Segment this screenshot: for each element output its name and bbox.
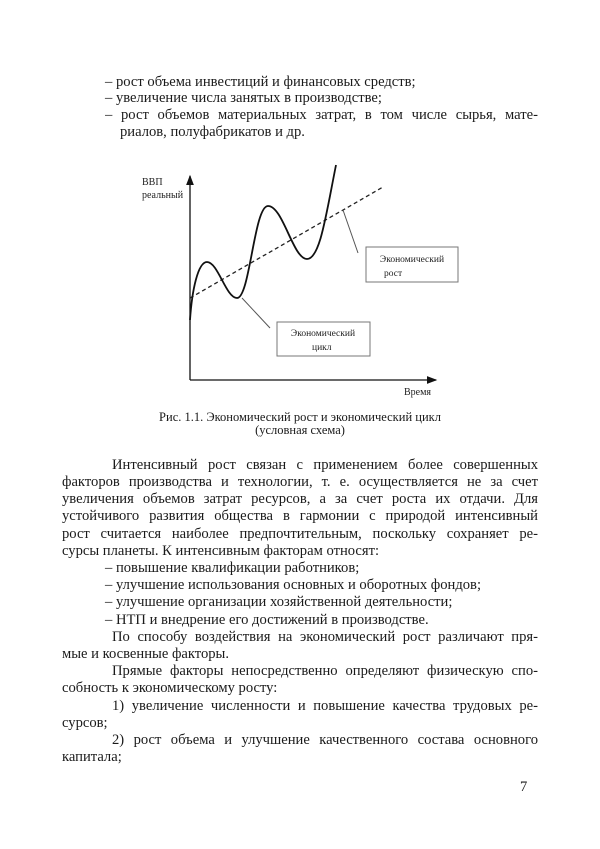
paragraph-line: сурсов; xyxy=(62,715,108,731)
growth-label-box xyxy=(366,247,458,282)
numbered-item: 1) увеличение численности и повышение качества трудовых ре- xyxy=(112,698,538,714)
figure-caption: Рис. 1.1. Экономический рост и экономический цикл xyxy=(159,410,441,424)
paragraph-line: рост считается наиболее предпочтительным, поскольку сохраняет ре- xyxy=(62,526,538,542)
paragraph-line: факторов производства и технологии, т. е. осуществляется не за счет xyxy=(62,474,538,490)
list-item: – рост объемов материальных затрат, в том числе сырья, мате- xyxy=(105,107,538,123)
paragraph-line: увеличения объемов затрат ресурсов, а за счет роста их отдачи. Для xyxy=(62,491,538,507)
list-item: – улучшение организации хозяйственной деятельности; xyxy=(105,594,453,610)
list-item: – увеличение числа занятых в производстве; xyxy=(105,90,382,106)
figure-diagram xyxy=(0,0,600,410)
list-item: – улучшение использования основных и оборотных фондов; xyxy=(105,577,481,593)
paragraph-line: мые и косвенные факторы. xyxy=(62,646,230,662)
svg-text:цикл: цикл xyxy=(312,343,332,353)
numbered-item: 2) рост объема и улучшение качественного состава основного xyxy=(112,732,538,748)
cycle-leader-line xyxy=(242,298,270,328)
x-axis-label: Время xyxy=(404,387,432,398)
cycle-label-box xyxy=(277,322,370,356)
growth-leader-line xyxy=(343,210,358,253)
cycle-curve xyxy=(190,165,336,320)
paragraph-line: собность к экономическому росту: xyxy=(62,680,278,696)
list-item: – повышение квалификации работников; xyxy=(105,560,360,576)
svg-text:Экономический: Экономический xyxy=(379,255,445,265)
paragraph-line: Интенсивный рост связан с применением более совершенных xyxy=(112,457,538,473)
paragraph-line: Прямые факторы непосредственно определяют физическую спо- xyxy=(112,663,538,679)
page-number: 7 xyxy=(520,779,528,795)
y-axis-label: реальный xyxy=(142,190,184,201)
svg-text:рост: рост xyxy=(384,269,403,279)
list-item: – НТП и внедрение его достижений в производстве. xyxy=(105,612,429,628)
figure-caption-sub: (условная схема) xyxy=(255,423,345,437)
y-axis-label: ВВП xyxy=(142,177,163,188)
paragraph-line: По способу воздействия на экономический рост различают пря- xyxy=(112,629,538,645)
list-item-continuation: риалов, полуфабрикатов и др. xyxy=(120,124,305,140)
paragraph-line: капитала; xyxy=(62,749,122,765)
paragraph-line: устойчивого развития общества в гармонии с природой интенсивный xyxy=(62,508,538,524)
list-item: – рост объема инвестиций и финансовых средств; xyxy=(105,74,416,90)
svg-text:Экономический: Экономический xyxy=(290,329,356,339)
paragraph-line: сурсы планеты. К интенсивным факторам относят: xyxy=(62,543,380,559)
